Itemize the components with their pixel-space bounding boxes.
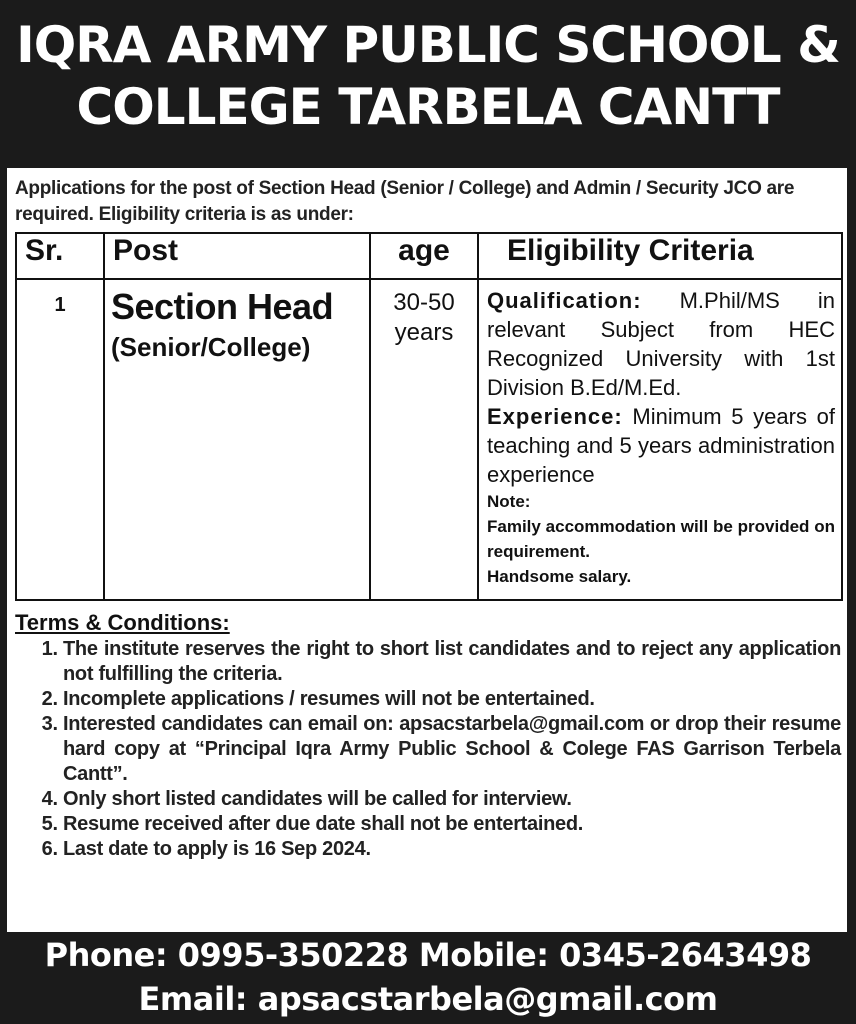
list-item: 1. The institute reserves the right to short list candidates and to reject any application not fulfilling the criteria. xyxy=(63,637,841,687)
header-banner xyxy=(0,0,856,166)
experience xyxy=(487,402,835,489)
note-label: Note: xyxy=(487,492,531,511)
phone-line: Phone: 0995-350228 Mobile: 0345-2643498 xyxy=(44,936,812,974)
table-header-row xyxy=(16,233,842,279)
list-item: 2. Incomplete applications / resumes will not be entertained. xyxy=(63,687,841,712)
note-accommodation: Family accommodation will be provided on requirement. xyxy=(487,517,835,561)
age-range: 30-50 xyxy=(393,289,455,316)
terms-list xyxy=(15,637,841,862)
contact-footer xyxy=(0,933,856,1024)
header-age: age xyxy=(370,233,478,279)
header-criteria: Eligibility Criteria xyxy=(478,233,842,279)
post-title: Section Head xyxy=(111,286,334,327)
row-age xyxy=(370,279,478,600)
title-line-2: COLLEGE TARBELA CANTT xyxy=(76,78,780,136)
list-item: 3. Interested candidates can email on: apsacstarbela@gmail.com or drop their resume hard copy at “Principal Iqra Army Public School & Colege FAS Garrison Terbela Cantt”. xyxy=(63,712,841,787)
list-item: 4. Only short listed candidates will be called for interview. xyxy=(63,787,841,812)
qualification-text: M.Phil/MS in relevant Subject from HEC Recognized University with 1st Division B.Ed/M.Ed. xyxy=(487,288,835,400)
content-panel xyxy=(7,168,847,932)
title-line-1: IQRA ARMY PUBLIC SCHOOL & xyxy=(16,16,840,74)
eligibility-table xyxy=(15,232,843,601)
note-salary: Handsome salary. xyxy=(487,567,632,586)
list-item: 6. Last date to apply is 16 Sep 2024. xyxy=(63,837,841,862)
row-sr: 1 xyxy=(16,279,104,600)
terms-title: Terms & Conditions: xyxy=(15,610,230,635)
intro-text: Applications for the post of Section Head (Senior / College) and Admin / Security JCO are required. Eligibility criteria is as under: xyxy=(15,178,795,225)
email-line: Email: apsacstarbela@gmail.com xyxy=(138,980,718,1018)
row-post xyxy=(104,279,370,600)
qualification-label: Qualification: xyxy=(487,288,642,313)
header-post: Post xyxy=(104,233,370,279)
qualification xyxy=(487,286,835,402)
table-row xyxy=(16,279,842,600)
experience-text: Minimum 5 years of teaching and 5 years administration experience xyxy=(487,404,835,487)
terms-section xyxy=(13,609,841,862)
post-subtitle: (Senior/College) xyxy=(111,332,311,362)
list-item: 5. Resume received after due date shall not be entertained. xyxy=(63,812,841,837)
age-unit: years xyxy=(394,319,454,346)
row-criteria xyxy=(478,279,842,600)
experience-label: Experience: xyxy=(487,404,623,429)
header-sr: Sr. xyxy=(16,233,104,279)
